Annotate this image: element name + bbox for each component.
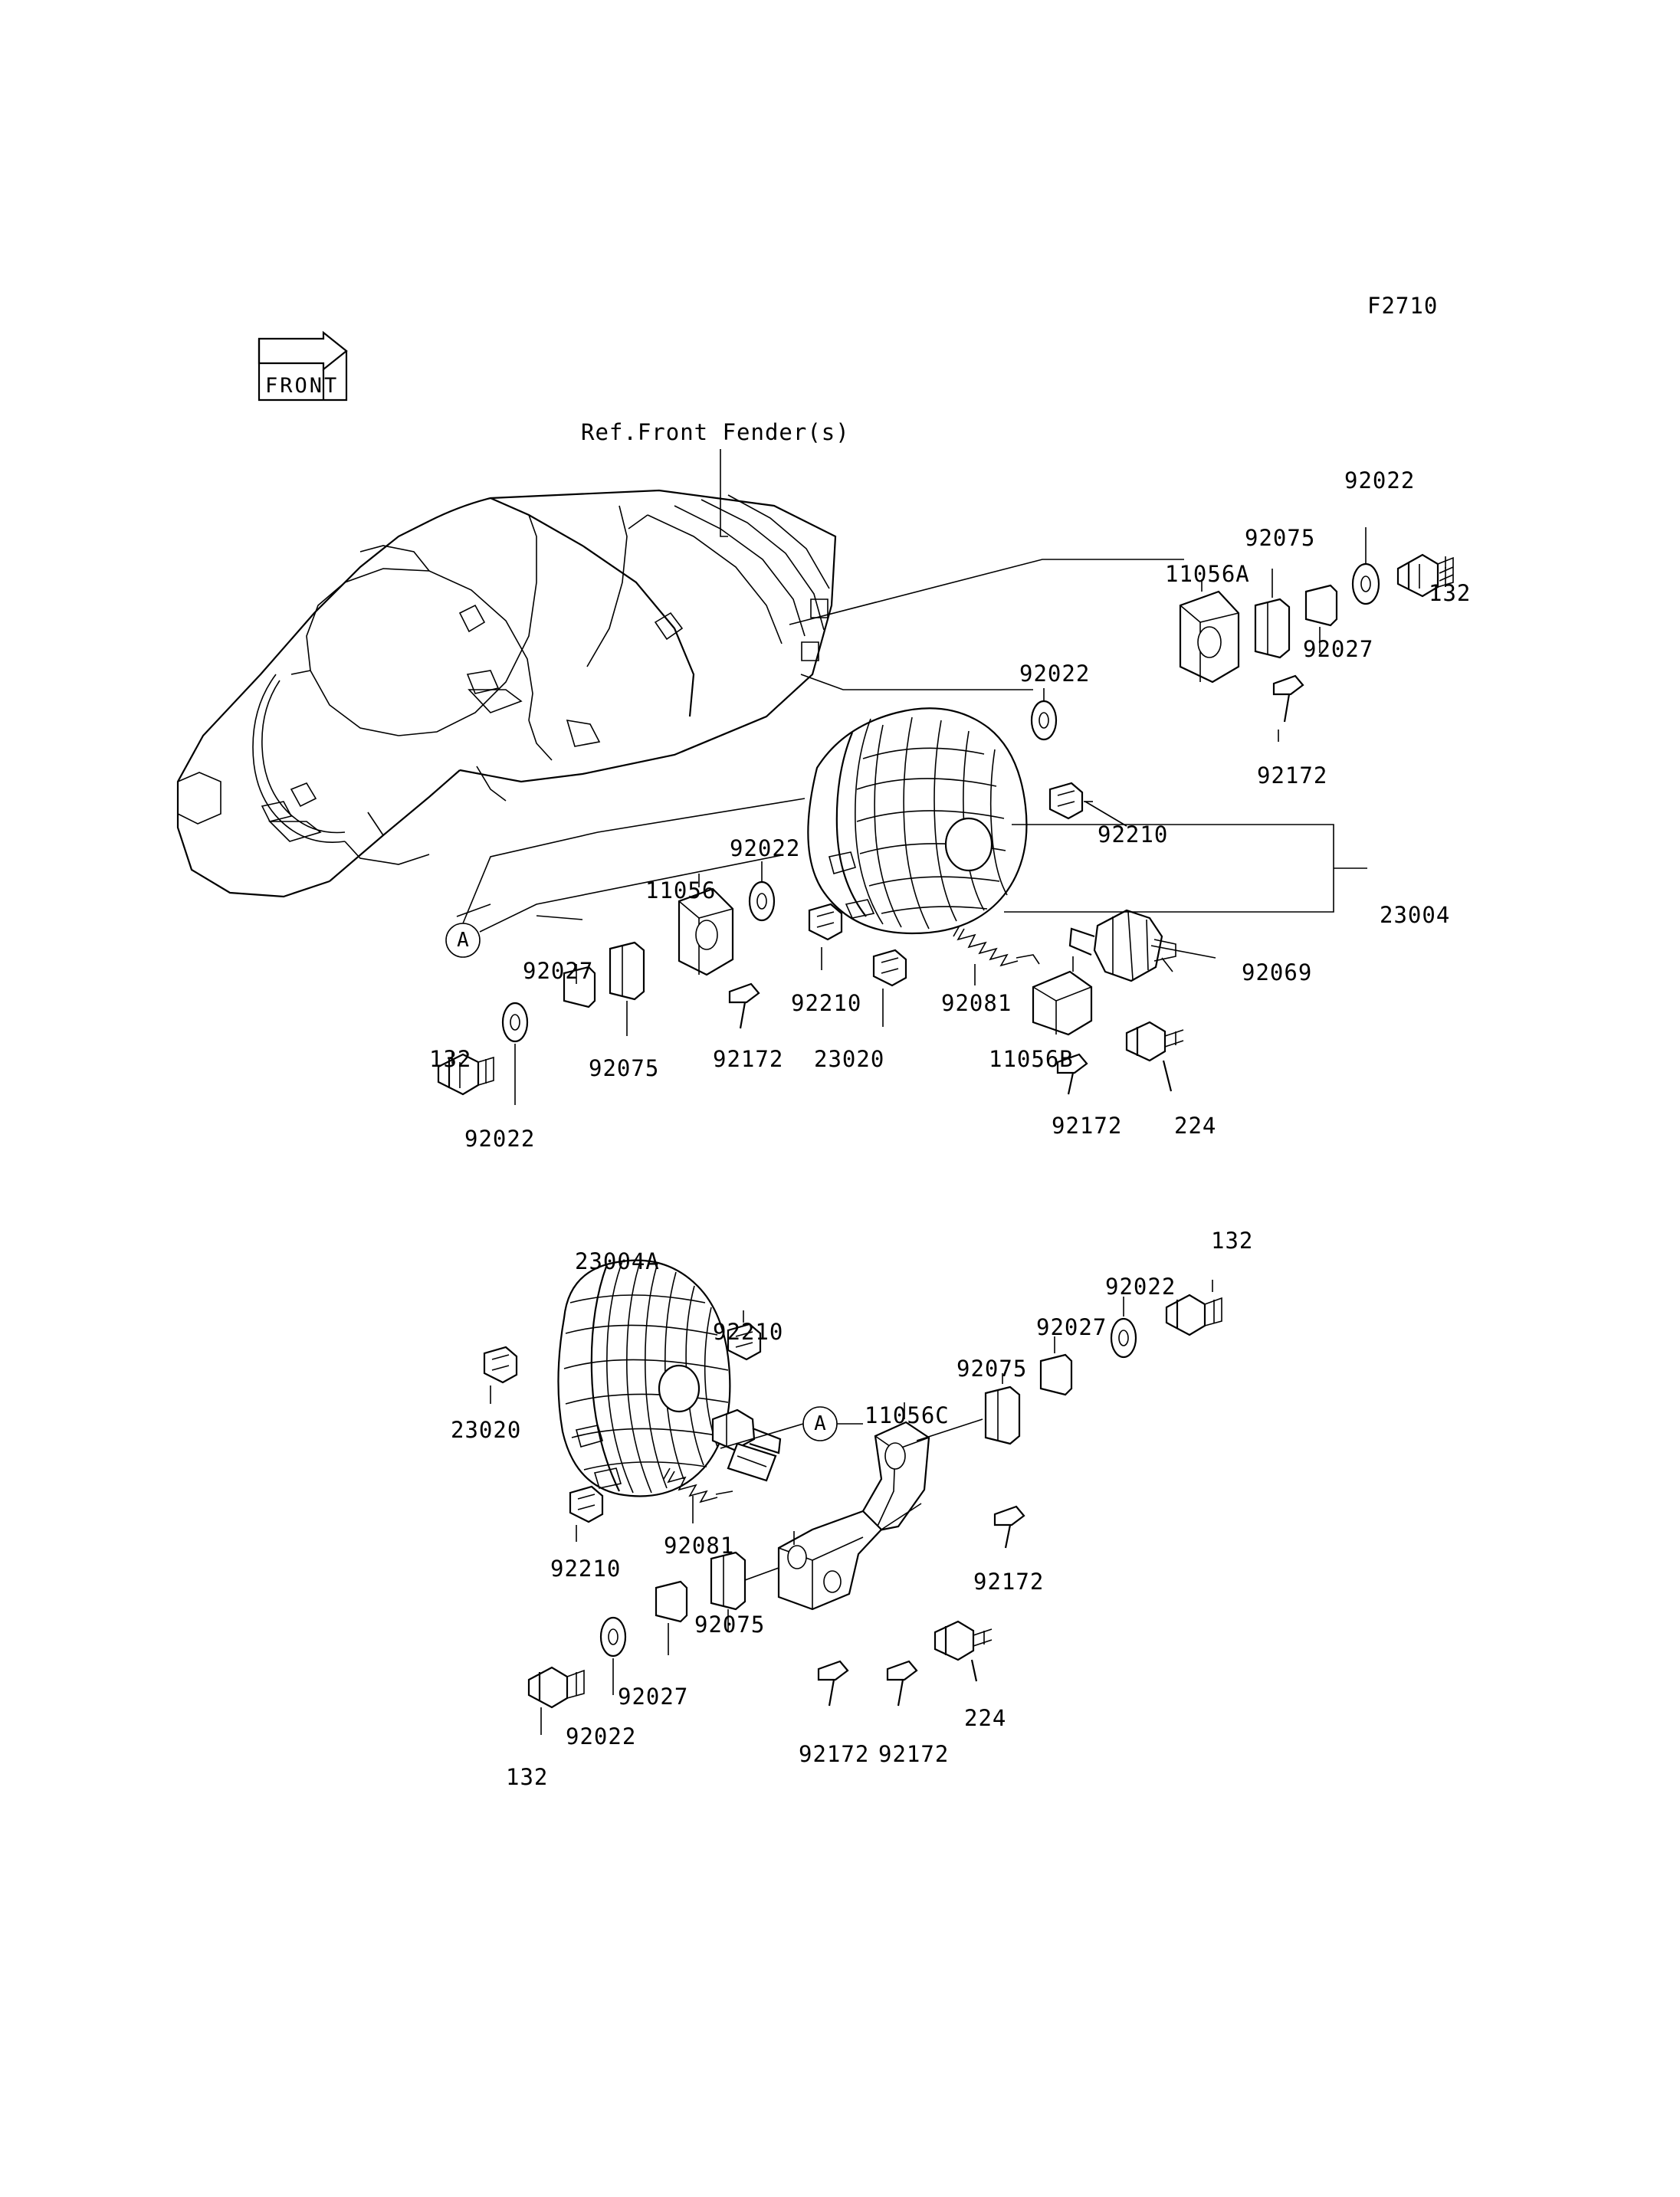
part-label-92172: 92172 <box>1257 762 1328 789</box>
part-label-92210: 92210 <box>1098 821 1169 848</box>
part-label-23020: 23020 <box>814 1046 885 1072</box>
part-label-92075-b: 92075 <box>589 1055 660 1081</box>
part-label-23004A: 23004A <box>575 1248 660 1274</box>
part-label-224-b: 224 <box>964 1705 1007 1731</box>
part-label-11056: 11056 <box>645 877 717 903</box>
svg-text:FRONT: FRONT <box>265 374 340 398</box>
ref-front-fender-label: Ref.Front Fender(s) <box>581 419 850 445</box>
part-label-92210-b: 92210 <box>791 990 862 1016</box>
part-label-92172-c: 92172 <box>1052 1113 1123 1139</box>
part-label-92069: 92069 <box>1242 959 1313 985</box>
part-label-92075-c: 92075 <box>956 1356 1028 1382</box>
assembly-23004-bracket <box>1004 821 1334 912</box>
part-label-11056B: 11056B <box>989 1046 1074 1072</box>
spring-92081 <box>953 926 1039 966</box>
part-label-23004: 23004 <box>1380 902 1451 928</box>
headlamp-housing-top <box>808 708 1026 933</box>
part-label-92027-b: 92027 <box>523 958 594 984</box>
top-right-hardware-stack <box>789 527 1453 742</box>
part-label-92172-f: 92172 <box>878 1741 950 1767</box>
part-label-92172-e: 92172 <box>799 1741 870 1767</box>
callout-a-top: A <box>457 929 469 952</box>
part-label-92022-e: 92022 <box>1105 1274 1176 1300</box>
part-label-92210-c: 92210 <box>713 1319 784 1345</box>
part-label-92075-d: 92075 <box>694 1612 766 1638</box>
part-label-92022-b: 92022 <box>1019 661 1091 687</box>
part-label-11056C: 11056C <box>865 1402 950 1428</box>
part-label-92027: 92027 <box>1303 636 1374 662</box>
bottom-assembly <box>484 1260 1222 1735</box>
part-label-92075: 92075 <box>1245 525 1316 551</box>
part-label-92081: 92081 <box>941 990 1012 1016</box>
part-label-92081-b: 92081 <box>664 1533 735 1559</box>
sheet-code: F2710 <box>1367 293 1439 319</box>
lamp-socket <box>1070 910 1176 981</box>
part-label-92027-c: 92027 <box>1036 1314 1107 1340</box>
part-label-92172-d: 92172 <box>973 1569 1045 1595</box>
part-label-132-c: 132 <box>1211 1228 1254 1254</box>
part-label-92022-d: 92022 <box>464 1126 536 1152</box>
part-label-23020-b: 23020 <box>451 1417 522 1443</box>
part-label-92027-d: 92027 <box>618 1684 689 1710</box>
part-label-224: 224 <box>1174 1113 1217 1139</box>
part-label-92022-c: 92022 <box>730 835 801 861</box>
part-label-92210-d: 92210 <box>550 1556 622 1582</box>
part-label-92172-b: 92172 <box>713 1046 784 1072</box>
part-label-92022: 92022 <box>1344 467 1416 494</box>
part-label-132-d: 132 <box>506 1764 549 1790</box>
part-label-11056A: 11056A <box>1165 561 1250 587</box>
callout-a-bottom: A <box>814 1412 826 1435</box>
part-label-132-b: 132 <box>429 1046 472 1072</box>
part-label-92022-f: 92022 <box>566 1723 637 1749</box>
part-label-132: 132 <box>1429 580 1472 606</box>
